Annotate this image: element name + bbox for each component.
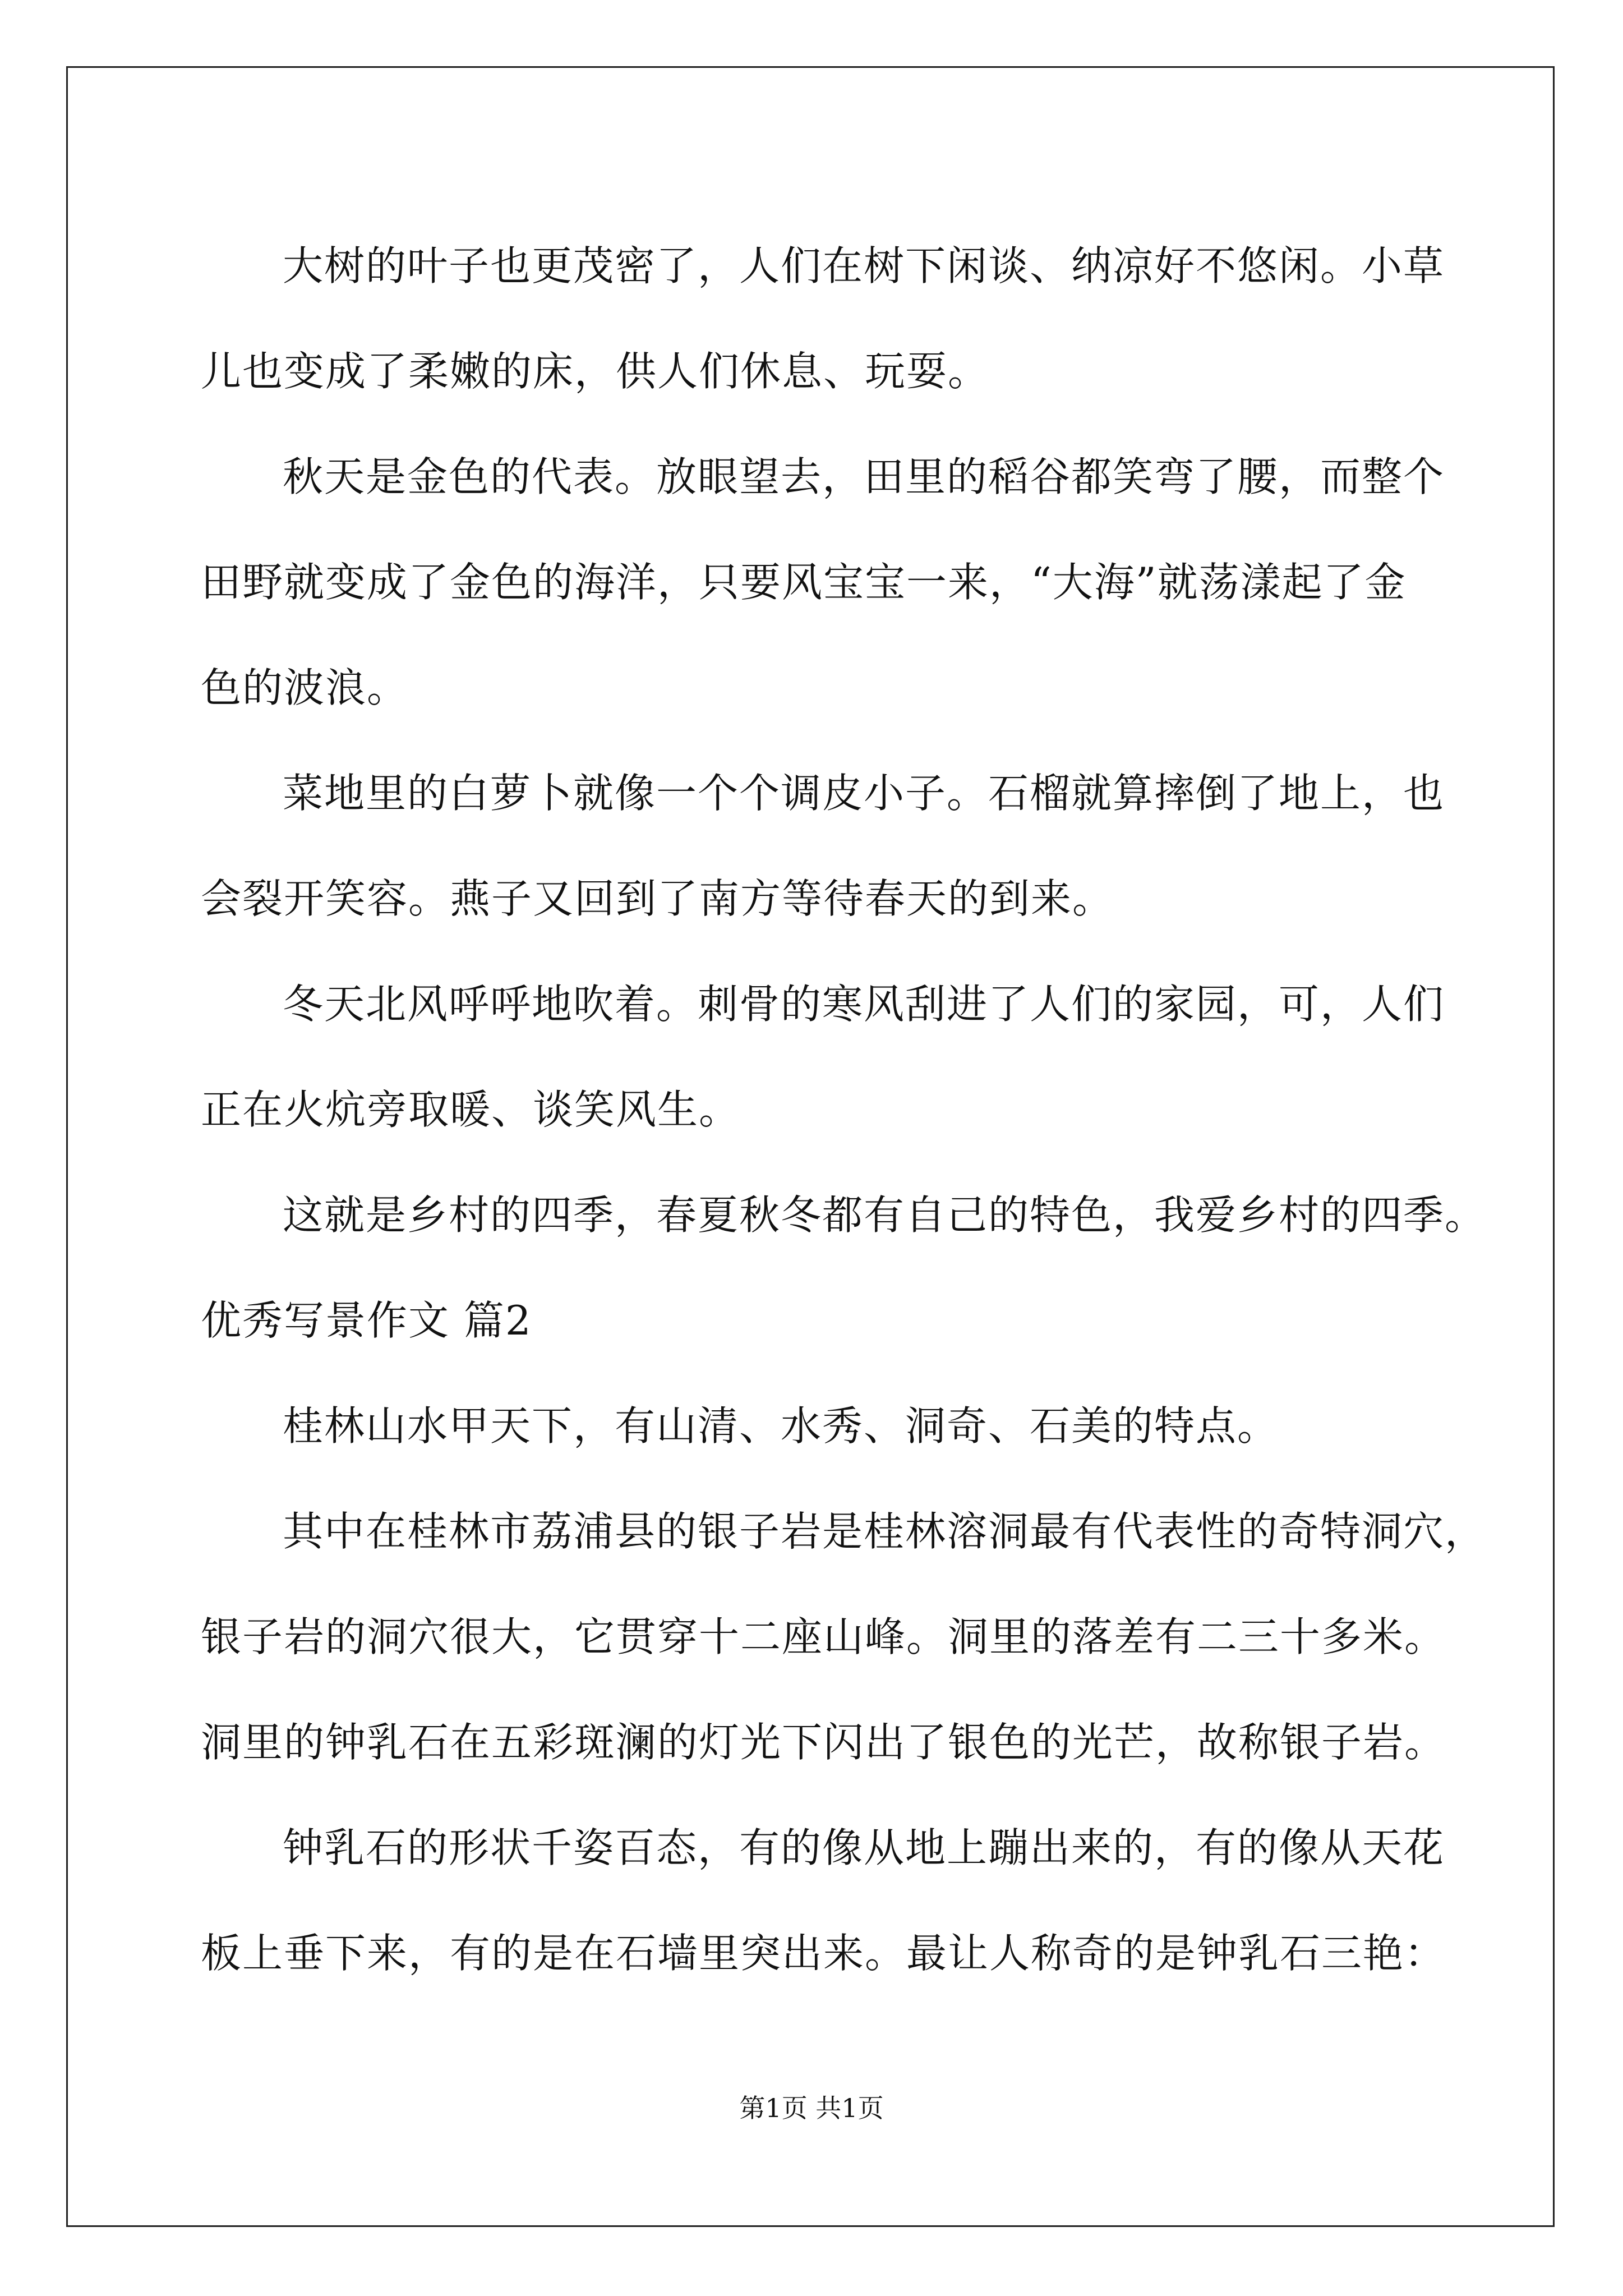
text-line: 会裂开笑容。燕子又回到了南方等待春天的到来。 [201, 875, 1114, 922]
text-line: 板上垂下来，有的是在石墙里突出来。最让人称奇的是钟乳石三艳： [201, 1930, 1446, 1977]
text-line: 桂林山水甲天下，有山清、水秀、洞奇、石美的特点。 [283, 1402, 1279, 1450]
text-line: 大树的叶子也更茂密了，人们在树下闲谈、纳凉好不悠闲。小草 [283, 242, 1445, 289]
text-line: 儿也变成了柔嫩的床，供人们休息、玩耍。 [201, 348, 990, 395]
text-line: 冬天北风呼呼地吹着。刺骨的寒风刮进了人们的家园，可，人们 [283, 981, 1445, 1028]
text-line: 其中在桂林市荔浦县的银子岩是桂林溶洞最有代表性的奇特洞穴， [283, 1508, 1487, 1555]
page-footer: 第1页 共1页 [739, 2093, 884, 2123]
text-line: 洞里的钟乳石在五彩斑澜的灯光下闪出了银色的光芒，故称银子岩。 [201, 1719, 1446, 1766]
section-heading: 优秀写景作文 篇2 [201, 1297, 532, 1344]
text-line: 这就是乡村的四季，春夏秋冬都有自己的特色，我爱乡村的四季。 [283, 1191, 1487, 1239]
text-line: 秋天是金色的代表。放眼望去，田里的稻谷都笑弯了腰，而整个 [283, 453, 1445, 500]
text-line: 田野就变成了金色的海洋，只要风宝宝一来，“大海”就荡漾起了金 [201, 559, 1407, 606]
text-line: 菜地里的白萝卜就像一个个调皮小子。石榴就算摔倒了地上，也 [283, 770, 1445, 817]
document-body [201, 213, 1487, 2006]
text-line: 银子岩的洞穴很大，它贯穿十二座山峰。洞里的落差有二三十多米。 [201, 1613, 1446, 1660]
text-line: 正在火炕旁取暖、谈笑风生。 [201, 1086, 741, 1133]
text-line: 钟乳石的形状千姿百态，有的像从地上蹦出来的，有的像从天花 [283, 1824, 1445, 1871]
text-line: 色的波浪。 [201, 664, 409, 711]
